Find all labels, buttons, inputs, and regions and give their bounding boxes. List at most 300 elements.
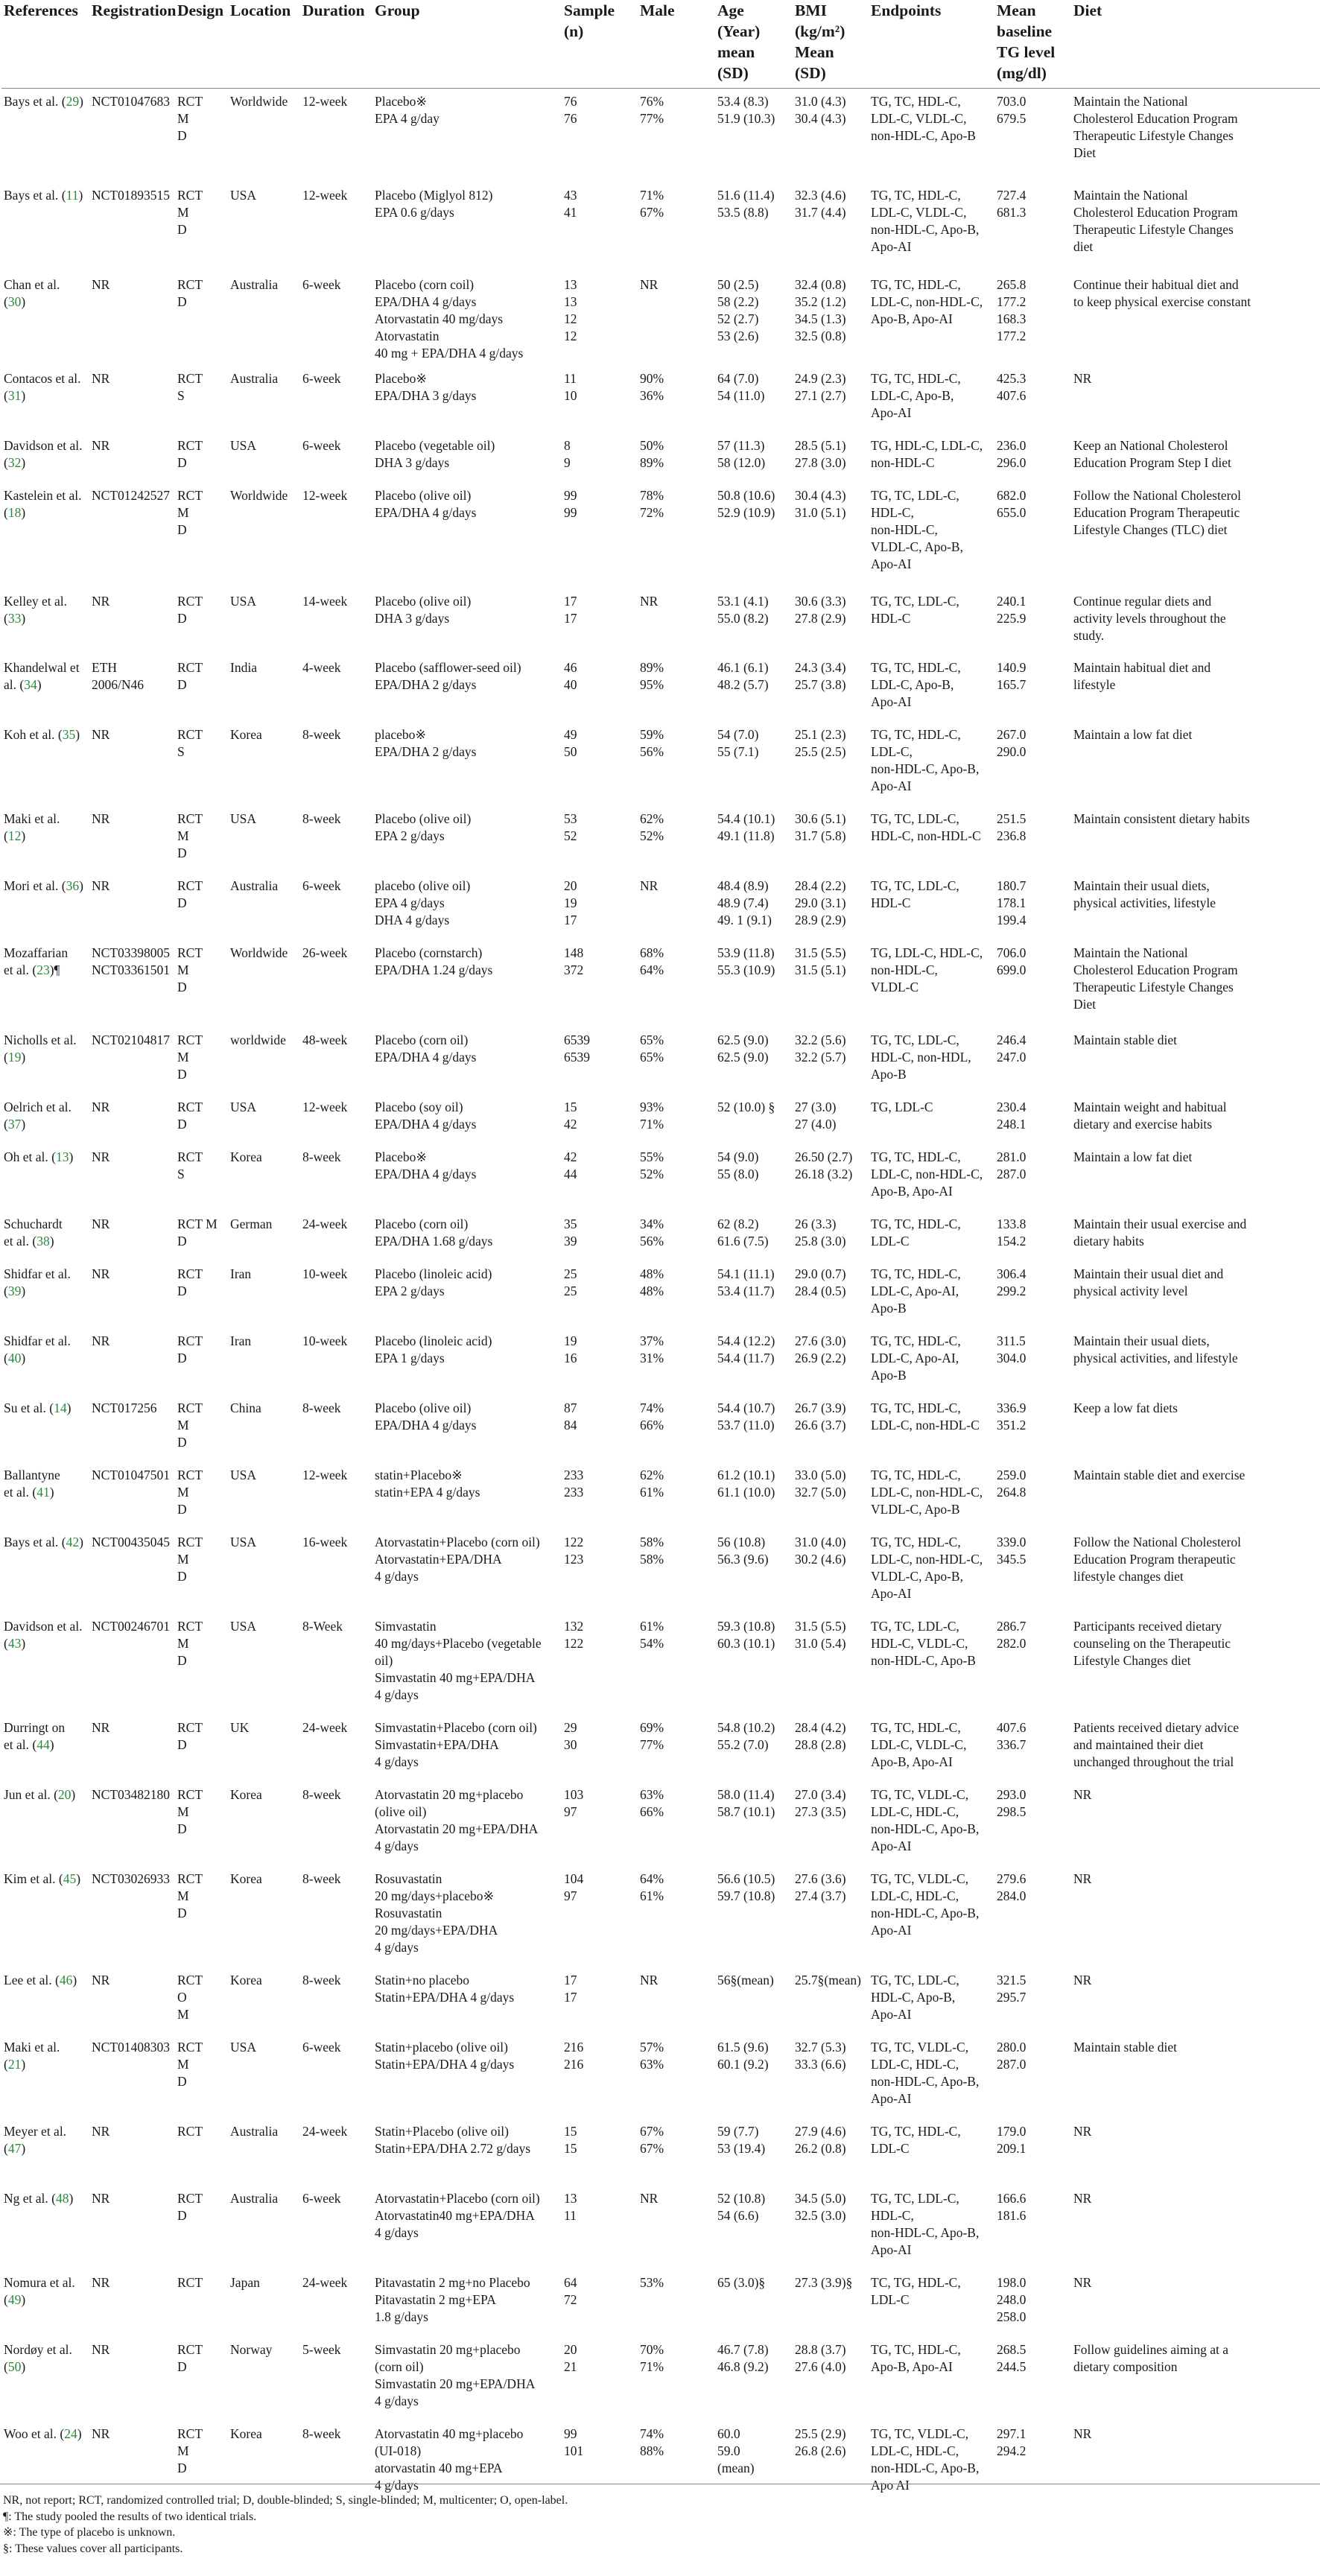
citation-link[interactable]: 35 — [62, 726, 76, 742]
design-cell-line: D — [177, 1736, 187, 1752]
duration-cell: 26-week — [302, 945, 348, 960]
citation-link[interactable]: 36 — [66, 878, 80, 893]
reference-part: Chan et al. — [4, 276, 60, 292]
tg-cell-line: 295.7 — [997, 1989, 1027, 2005]
duration-cell: 6-week — [302, 437, 341, 453]
reference-cell — [1, 655, 89, 722]
age-cell — [715, 1782, 793, 1866]
bmi-cell-line: 27.1 (2.7) — [795, 387, 846, 403]
tg-cell-line: 199.4 — [997, 912, 1027, 927]
tg-cell-line: 259.0 — [997, 1467, 1027, 1482]
location-cell: Korea — [230, 1786, 262, 1802]
header-tg-l3: TG level — [997, 43, 1056, 61]
tg-cell — [994, 1782, 1071, 1866]
design-cell-line: D — [177, 979, 187, 994]
design-cell-line: RCT — [177, 2190, 203, 2206]
design-cell-line: RCT — [177, 1149, 203, 1164]
sample-cell — [562, 2337, 638, 2421]
table-row — [1, 1462, 1320, 1529]
group-cell-line: Atorvastatin 20 mg+placebo — [375, 1786, 524, 1802]
diet-cell-line: dietary composition — [1073, 2358, 1178, 2374]
reference-part: Kim et al. ( — [4, 1871, 63, 1886]
bmi-cell-line: 30.2 (4.6) — [795, 1551, 846, 1567]
tg-cell-line: 655.0 — [997, 504, 1027, 520]
reference-cell — [1, 2421, 89, 2502]
male-cell — [638, 183, 715, 272]
age-cell — [715, 1094, 793, 1144]
endpoints-cell-line: non-HDL-C, Apo-B, — [871, 1905, 980, 1920]
male-cell — [638, 873, 715, 940]
diet-cell — [1071, 1715, 1320, 1782]
design-cell — [175, 2270, 228, 2337]
diet-cell-line: Follow the National Cholesterol — [1073, 1534, 1242, 1549]
design-cell-line: D — [177, 676, 187, 692]
sample-cell-line: 122 — [564, 1534, 584, 1549]
age-cell — [715, 272, 793, 366]
male-cell — [638, 2034, 715, 2119]
group-cell-line: EPA/DHA 1.68 g/days — [375, 1233, 493, 1249]
endpoints-cell-line: non-HDL-C, Apo-B, — [871, 221, 980, 237]
age-cell — [715, 366, 793, 433]
bmi-cell — [793, 483, 869, 589]
endpoints-cell-line: non-HDL-C, — [871, 521, 938, 537]
age-cell-line: 65 (3.0)§ — [717, 2274, 766, 2290]
citation-link[interactable]: 29 — [66, 94, 80, 109]
endpoints-cell-line: LDL-C, Apo-B, — [871, 387, 954, 403]
reference-part: et al. ( — [4, 1233, 37, 1249]
reference-cell — [1, 1144, 89, 1211]
tg-cell-line: 264.8 — [997, 1484, 1027, 1500]
bmi-cell — [793, 1866, 869, 1967]
tg-cell — [994, 1144, 1071, 1211]
sample-cell — [562, 1967, 638, 2034]
age-cell-line: 53.1 (4.1) — [717, 593, 769, 609]
reference-part: ( — [4, 1283, 8, 1298]
group-cell-line: DHA 3 g/days — [375, 610, 450, 626]
age-cell-line: 56§(mean) — [717, 1972, 774, 1987]
group-cell-line: Atorvastatin+Placebo (corn oil) — [375, 2190, 540, 2206]
tg-cell-line: 168.3 — [997, 311, 1027, 326]
endpoints-cell — [869, 655, 994, 722]
table-row — [1, 1211, 1320, 1261]
male-cell-line: 66% — [640, 1803, 664, 1819]
citation-link[interactable]: 33 — [7, 610, 22, 626]
group-cell — [372, 1027, 562, 1094]
reference-text — [4, 1032, 77, 1065]
header-endpoints: Endpoints — [869, 0, 994, 89]
tg-cell-line: 268.5 — [997, 2341, 1027, 2357]
sample-cell-line: 19 — [564, 1333, 577, 1348]
diet-cell — [1071, 1261, 1320, 1328]
bmi-cell-line: 31.5 (5.1) — [795, 962, 846, 977]
endpoints-cell — [869, 806, 994, 873]
reference-text — [4, 2040, 60, 2072]
endpoints-cell-line: TG, TC, HDL-C, — [871, 94, 961, 109]
sample-cell-line: 13 — [564, 294, 577, 309]
citation-link[interactable]: 14 — [54, 1400, 67, 1415]
design-cell — [175, 1094, 228, 1144]
endpoints-cell-line: VLDL-C — [871, 979, 919, 994]
design-cell-line: RCT — [177, 487, 203, 503]
endpoints-cell — [869, 1261, 994, 1328]
reference-cell — [1, 366, 89, 433]
diet-cell — [1071, 2421, 1320, 2502]
reference-text — [4, 1266, 71, 1298]
male-cell-line: NR — [640, 2190, 659, 2206]
citation-link[interactable]: 44 — [37, 1736, 50, 1752]
citation-link[interactable]: 18 — [7, 504, 22, 520]
header-design: Design — [175, 0, 228, 89]
male-cell-line: 52% — [640, 1166, 664, 1181]
endpoints-cell — [869, 1328, 994, 1395]
endpoints-cell-line: TG, TC, LDL-C, — [871, 593, 959, 609]
bmi-cell-line: 26.8 (2.6) — [795, 2443, 846, 2458]
male-cell-line: NR — [640, 1972, 659, 1987]
tg-cell — [994, 1462, 1071, 1529]
bmi-cell — [793, 2119, 869, 2186]
citation-link[interactable]: 43 — [7, 1635, 22, 1651]
citation-link[interactable]: 32 — [7, 454, 22, 470]
endpoints-cell-line: TG, TC, VLDL-C, — [871, 2426, 969, 2441]
endpoints-cell-line: LDL-C, HDL-C, — [871, 1888, 959, 1903]
reference-cell — [1, 433, 89, 483]
group-cell-line: Placebo (safflower-seed oil) — [375, 659, 521, 675]
bmi-cell — [793, 89, 869, 183]
reference-text — [4, 2124, 66, 2156]
bmi-cell-line: 28.4 (0.5) — [795, 1283, 846, 1298]
bmi-cell — [793, 1782, 869, 1866]
age-cell — [715, 1211, 793, 1261]
citation-link[interactable]: 47 — [7, 2140, 22, 2156]
citation-link[interactable]: 31 — [7, 387, 22, 403]
sample-cell-line: 148 — [564, 945, 584, 960]
endpoints-cell-line: VLDL-C, Apo-B, — [871, 1568, 963, 1584]
design-cell — [175, 1866, 228, 1967]
design-cell — [175, 366, 228, 433]
endpoints-cell-line: LDL-C, HDL-C, — [871, 2443, 959, 2458]
male-cell — [638, 2421, 715, 2502]
tg-cell-line: 177.2 — [997, 328, 1027, 343]
reference-cell — [1, 1866, 89, 1967]
age-cell-line: 52 (2.7) — [717, 311, 759, 326]
design-cell — [175, 433, 228, 483]
citation-link[interactable]: 49 — [7, 2291, 22, 2307]
sample-cell-line: 49 — [564, 726, 577, 742]
endpoints-cell-line: TG, TC, HDL-C, — [871, 1216, 961, 1231]
citation-link[interactable]: 34 — [24, 676, 37, 692]
endpoints-cell — [869, 1529, 994, 1614]
age-cell-line: 54.4 (12.2) — [717, 1333, 775, 1348]
tg-cell — [994, 1614, 1071, 1715]
sample-cell-line: 104 — [564, 1871, 584, 1886]
reference-text — [4, 878, 83, 893]
diet-cell-line: Continue their habitual diet and — [1073, 276, 1239, 292]
table-row — [1, 183, 1320, 272]
male-cell-line: 71% — [640, 2358, 664, 2374]
endpoints-cell-line: TG, TC, HDL-C, — [871, 2123, 961, 2139]
age-cell-line: 54 (6.6) — [717, 2207, 759, 2223]
tg-cell — [994, 2270, 1071, 2337]
design-cell — [175, 483, 228, 589]
male-cell — [638, 1529, 715, 1614]
endpoints-cell-line: HDL-C, VLDL-C, — [871, 1635, 968, 1651]
citation-link[interactable]: 41 — [37, 1484, 50, 1500]
age-cell-line: 53.4 (8.3) — [717, 94, 769, 109]
sample-cell-line: 64 — [564, 2274, 577, 2290]
duration-cell: 8-week — [302, 726, 341, 742]
citation-link[interactable]: 19 — [7, 1049, 22, 1065]
citation-link[interactable]: 13 — [55, 1149, 69, 1164]
header-male: Male — [638, 0, 715, 89]
citation-link[interactable]: 12 — [7, 828, 22, 843]
tg-cell-line: 345.5 — [997, 1551, 1027, 1567]
bmi-cell-line: 28.5 (5.1) — [795, 437, 846, 453]
header-tg-l2: baseline — [997, 22, 1053, 40]
endpoints-cell — [869, 2421, 994, 2502]
sample-cell-line: 13 — [564, 276, 577, 292]
table-body — [1, 89, 1320, 2502]
endpoints-cell-line: Apo-AI — [871, 778, 912, 793]
citation-link[interactable]: 37 — [7, 1116, 22, 1132]
header-bmi-l4: (SD) — [795, 64, 826, 82]
header-location: Location — [228, 0, 300, 89]
design-cell-line: RCT — [177, 1871, 203, 1886]
header-duration: Duration — [300, 0, 372, 89]
endpoints-cell — [869, 1094, 994, 1144]
reference-part: Kastelein et al. — [4, 487, 82, 503]
reference-part: Davidson et al. — [4, 437, 83, 453]
endpoints-cell-line: TG, TC, LDL-C, — [871, 1032, 959, 1047]
reference-part: ) — [75, 726, 80, 742]
reference-part: ) — [77, 2426, 82, 2441]
male-cell-line: 50% — [640, 437, 664, 453]
age-cell-line: 61.2 (10.1) — [717, 1467, 775, 1482]
sample-cell — [562, 1261, 638, 1328]
table-row — [1, 483, 1320, 589]
group-cell-line: Statin+EPA/DHA 2.72 g/days — [375, 2140, 531, 2156]
bmi-cell — [793, 1328, 869, 1395]
age-cell — [715, 2421, 793, 2502]
bmi-cell-line: 25.5 (2.9) — [795, 2426, 846, 2441]
design-cell-line: M — [177, 1049, 189, 1065]
age-cell-line: 49.1 (11.8) — [717, 828, 775, 843]
registration-cell: NCT02104817 — [92, 1032, 170, 1047]
design-cell — [175, 272, 228, 366]
bmi-cell-line: 25.1 (2.3) — [795, 726, 846, 742]
citation-link[interactable]: 21 — [7, 2056, 22, 2072]
sample-cell — [562, 1094, 638, 1144]
design-cell-line: M — [177, 828, 189, 843]
bmi-cell-line: 34.5 (1.3) — [795, 311, 846, 326]
citation-link[interactable]: 50 — [7, 2358, 22, 2374]
male-cell-line: 95% — [640, 676, 664, 692]
sample-cell-line: 29 — [564, 1719, 577, 1735]
bmi-cell — [793, 1614, 869, 1715]
male-cell-line: 77% — [640, 1736, 664, 1752]
location-cell: Korea — [230, 2426, 262, 2441]
male-cell — [638, 1715, 715, 1782]
group-cell-line: Atorvastatin 40 mg/days — [375, 311, 504, 326]
tg-cell-line: 244.5 — [997, 2358, 1027, 2374]
citation-link[interactable]: 38 — [37, 1233, 50, 1249]
endpoints-cell-line: non-HDL-C, Apo-B, — [871, 2460, 980, 2475]
diet-cell-line: Maintain consistent dietary habits — [1073, 810, 1250, 826]
age-cell-line: 54 (11.0) — [717, 387, 765, 403]
citation-link[interactable]: 40 — [7, 1350, 22, 1365]
group-cell — [372, 655, 562, 722]
group-cell-line: 40 mg/days+Placebo (vegetable — [375, 1635, 542, 1651]
group-cell-line: Placebo (cornstarch) — [375, 945, 483, 960]
citation-link[interactable]: 45 — [63, 1871, 77, 1886]
duration-cell: 8-week — [302, 810, 341, 826]
citation-link[interactable]: 20 — [57, 1786, 72, 1802]
endpoints-cell-line: non-HDL-C, Apo-B, — [871, 2073, 980, 2089]
male-cell-line: 59% — [640, 726, 664, 742]
diet-cell-line: Therapeutic Lifestyle Changes — [1073, 979, 1234, 994]
sample-cell-line: 132 — [564, 1618, 584, 1634]
registration-cell: NR — [92, 276, 110, 292]
reference-part: ( — [4, 2056, 8, 2072]
male-cell-line: 31% — [640, 1350, 664, 1365]
reference-part: ( — [4, 828, 8, 843]
tg-cell — [994, 589, 1071, 655]
group-cell — [372, 1094, 562, 1144]
group-cell — [372, 722, 562, 806]
bmi-cell — [793, 589, 869, 655]
male-cell-line: 58% — [640, 1551, 664, 1567]
sample-cell-line: 42 — [564, 1149, 577, 1164]
endpoints-cell — [869, 873, 994, 940]
age-cell — [715, 940, 793, 1027]
citation-link[interactable]: 30 — [7, 294, 22, 309]
citation-link[interactable]: 42 — [66, 1534, 80, 1549]
table-row — [1, 1967, 1320, 2034]
reference-cell — [1, 2119, 89, 2186]
reference-part: ( — [4, 1350, 8, 1365]
design-cell — [175, 2186, 228, 2270]
tg-cell — [994, 433, 1071, 483]
sample-cell-line: 41 — [564, 204, 577, 220]
design-cell — [175, 1782, 228, 1866]
citation-link[interactable]: 48 — [55, 2190, 69, 2206]
tg-cell-line: 236.0 — [997, 437, 1027, 453]
tg-cell-line: 351.2 — [997, 1417, 1027, 1433]
group-cell-line: Simvastatin+Placebo (corn oil) — [375, 1719, 537, 1735]
citation-link[interactable]: 23 — [37, 962, 50, 977]
diet-cell-line: Maintain the National — [1073, 945, 1188, 960]
design-cell-line: S — [177, 743, 185, 759]
sample-cell-line: 20 — [564, 2341, 577, 2357]
tg-cell — [994, 272, 1071, 366]
tg-cell — [994, 483, 1071, 589]
reference-part: ) — [49, 1736, 54, 1752]
endpoints-cell-line: TG, TC, HDL-C, — [871, 1149, 961, 1164]
group-cell-line: EPA/DHA 4 g/days — [375, 1166, 477, 1181]
tg-cell — [994, 1866, 1071, 1967]
diet-cell — [1071, 2034, 1320, 2119]
footnote-pooled: ¶: The study pooled the results of two identical trials. — [3, 2510, 257, 2523]
sample-cell — [562, 1211, 638, 1261]
sample-cell — [562, 589, 638, 655]
design-cell-line: RCT — [177, 2039, 203, 2055]
endpoints-cell-line: LDL-C, HDL-C, — [871, 2056, 959, 2072]
bmi-cell-line: 24.9 (2.3) — [795, 370, 846, 386]
reference-cell — [1, 589, 89, 655]
group-cell-line: Rosuvastatin — [375, 1905, 442, 1920]
diet-cell-line: to keep physical exercise constant — [1073, 294, 1251, 309]
age-cell-line: 49. 1 (9.1) — [717, 912, 772, 927]
reference-cell — [1, 2186, 89, 2270]
diet-cell — [1071, 722, 1320, 806]
reference-part: ) — [49, 1233, 54, 1249]
registration-cell-line: NCT03398005 — [92, 945, 170, 960]
reference-part: ) — [78, 187, 83, 203]
duration-cell: 4-week — [302, 659, 341, 675]
sample-cell — [562, 1715, 638, 1782]
endpoints-cell-line: HDL-C, non-HDL, — [871, 1049, 971, 1065]
citation-link[interactable]: 24 — [64, 2426, 77, 2441]
group-cell-line: Atorvastatin 40 mg+placebo — [375, 2426, 524, 2441]
male-cell-line: 77% — [640, 111, 664, 126]
design-cell — [175, 1967, 228, 2034]
diet-cell-line: Maintain the National — [1073, 94, 1188, 109]
group-cell-line: Placebo (Miglyol 812) — [375, 187, 493, 203]
reference-text — [4, 2275, 75, 2307]
male-cell-line: 58% — [640, 1534, 664, 1549]
group-cell-line: Placebo (linoleic acid) — [375, 1333, 492, 1348]
diet-cell-line: Education Program Step I diet — [1073, 454, 1231, 470]
design-cell-line: D — [177, 2460, 187, 2475]
bmi-cell-line: 25.8 (3.0) — [795, 1233, 846, 1249]
diet-cell — [1071, 873, 1320, 940]
duration-cell: 8-week — [302, 1972, 341, 1987]
group-cell-line: EPA/DHA 4 g/days — [375, 1049, 477, 1065]
endpoints-cell-line: Apo-B, Apo-AI — [871, 2358, 953, 2374]
bmi-cell-line: 33.0 (5.0) — [795, 1467, 846, 1482]
male-cell-line: 61% — [640, 1888, 664, 1903]
group-cell-line: EPA/DHA 4 g/days — [375, 1116, 477, 1132]
endpoints-cell-line: HDL-C, — [871, 504, 914, 520]
table-row — [1, 1782, 1320, 1866]
citation-link[interactable]: 11 — [66, 187, 79, 203]
sample-cell-line: 122 — [564, 1635, 584, 1651]
age-cell-line: 60.0 — [717, 2426, 740, 2441]
bmi-cell — [793, 655, 869, 722]
bmi-cell-line: 28.4 (2.2) — [795, 878, 846, 893]
bmi-cell-line: 27.6 (3.6) — [795, 1871, 846, 1886]
reference-cell — [1, 1261, 89, 1328]
sample-cell — [562, 722, 638, 806]
reference-part: Shidfar et al. — [4, 1333, 71, 1348]
diet-cell-line: Patients received dietary advice — [1073, 1719, 1240, 1735]
endpoints-cell-line: TG, TC, LDL-C, — [871, 810, 959, 826]
reference-part: Contacos et al. — [4, 370, 81, 386]
citation-link[interactable]: 46 — [59, 1972, 73, 1987]
design-cell-line: M — [177, 962, 189, 977]
age-cell — [715, 183, 793, 272]
bmi-cell-line: 27.6 (3.0) — [795, 1333, 846, 1348]
reference-cell — [1, 183, 89, 272]
group-cell-line: Atorvastatin40 mg+EPA/DHA — [375, 2207, 535, 2223]
registration-cell: NR — [92, 1216, 110, 1231]
citation-link[interactable]: 39 — [7, 1283, 22, 1298]
sample-cell-line: 53 — [564, 810, 577, 826]
group-cell-line: oil) — [375, 1652, 393, 1668]
endpoints-cell — [869, 1395, 994, 1462]
endpoints-cell-line: TG, TC, LDL-C, — [871, 1618, 959, 1634]
group-cell-line: Placebo (olive oil) — [375, 487, 472, 503]
endpoints-cell — [869, 2034, 994, 2119]
